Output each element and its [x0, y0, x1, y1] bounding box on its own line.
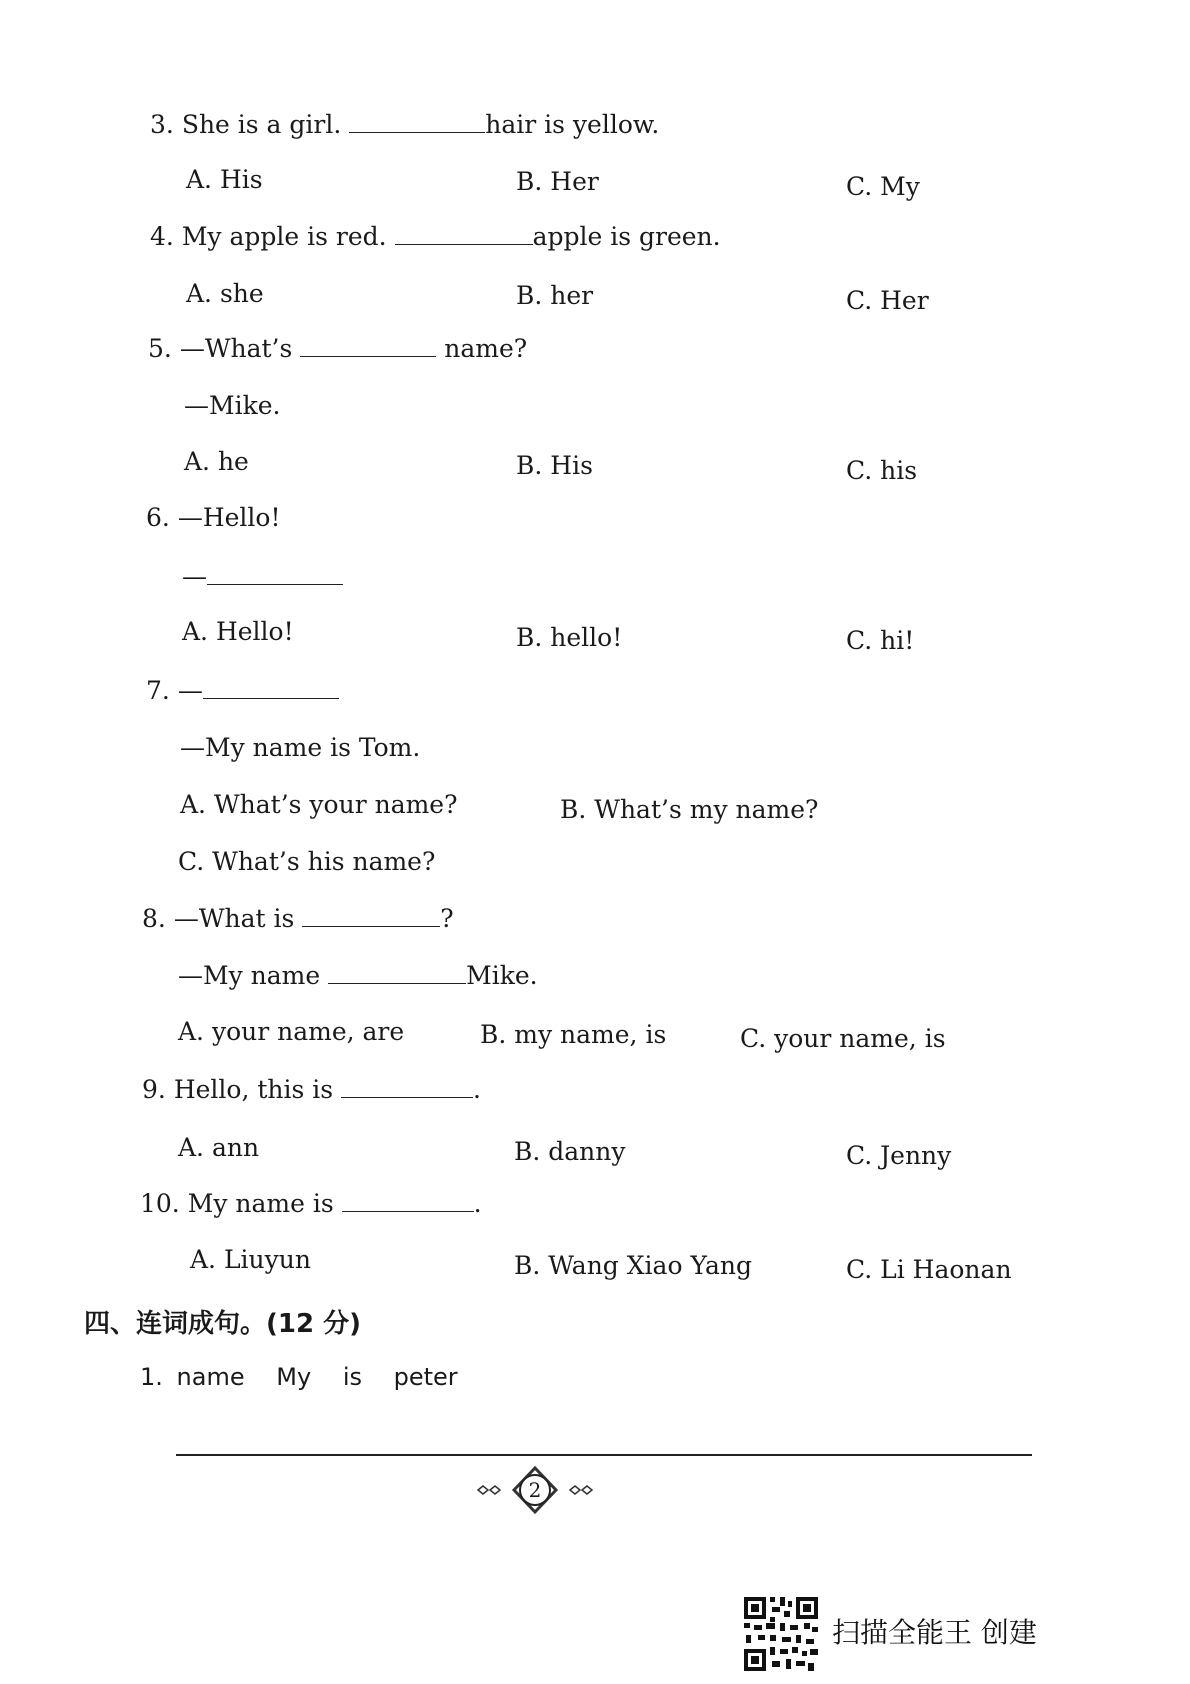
q5-option-a: A. he: [184, 447, 249, 476]
q4-stem: 4. My apple is red. apple is green.: [150, 222, 721, 251]
q9-option-b: B. danny: [514, 1137, 626, 1166]
q6-blank[interactable]: [207, 562, 343, 585]
page-number-badge: [470, 1466, 600, 1516]
q10-blank[interactable]: [342, 1189, 474, 1212]
q5-option-c: C. his: [846, 456, 918, 485]
q3-blank[interactable]: [349, 110, 485, 133]
q4-option-c: C. Her: [846, 286, 929, 315]
q8-option-c: C. your name, is: [740, 1024, 946, 1053]
q3-option-a: A. His: [186, 165, 263, 194]
q5-blank[interactable]: [300, 334, 436, 357]
q9-option-a: A. ann: [178, 1133, 260, 1162]
q6-option-b: B. hello!: [516, 623, 623, 652]
q4-option-a: A. she: [186, 279, 264, 308]
q10-stem: 10. My name is .: [140, 1189, 482, 1218]
q7-blank[interactable]: [203, 676, 339, 699]
q7-reply: —My name is Tom.: [180, 733, 421, 762]
q9-blank[interactable]: [341, 1075, 473, 1098]
q9-stem: 9. Hello, this is .: [142, 1075, 481, 1104]
footer-rule: [176, 1454, 1032, 1456]
q7-stem: 7. —: [146, 676, 339, 706]
section-4-title: 四、连词成句。(12 分): [84, 1309, 361, 1339]
scanner-watermark: [742, 1595, 1037, 1675]
q4-blank[interactable]: [395, 222, 533, 245]
q10-option-a: A. Liuyun: [190, 1245, 311, 1274]
q8-blank-1[interactable]: [302, 904, 440, 927]
q5-reply: —Mike.: [184, 391, 281, 420]
q10-option-b: B. Wang Xiao Yang: [514, 1251, 753, 1280]
q3-option-b: B. Her: [516, 167, 599, 196]
q6-option-a: A. Hello!: [182, 617, 294, 646]
q5-stem: 5. —What’s name?: [148, 334, 528, 363]
q8-option-a: A. your name, are: [178, 1017, 405, 1046]
q9-option-c: C. Jenny: [846, 1141, 952, 1170]
q6-stem: 6. —Hello!: [146, 503, 281, 532]
q4-option-b: B. her: [516, 281, 594, 310]
q5-option-b: B. His: [516, 451, 593, 480]
qr-code-icon: [742, 1595, 820, 1673]
q7-option-c: C. What’s his name?: [178, 847, 436, 876]
q10-option-c: C. Li Haonan: [846, 1255, 1012, 1284]
q7-option-a: A. What’s your name?: [180, 790, 458, 819]
q8-stem: 8. —What is ?: [142, 904, 454, 933]
q8-option-b: B. my name, is: [480, 1020, 667, 1049]
scanner-watermark-text: 扫描全能王 创建: [832, 1616, 1037, 1649]
q6-reply: —: [182, 562, 343, 592]
q7-option-b: B. What’s my name?: [560, 795, 819, 824]
q6-option-c: C. hi!: [846, 626, 915, 655]
q8-reply: —My name Mike.: [178, 961, 538, 990]
section-4-item-1: 1. name My is peter: [140, 1363, 458, 1391]
q3-stem: 3. She is a girl. hair is yellow.: [150, 110, 660, 139]
q3-option-c: C. My: [846, 172, 920, 201]
page-number: 2: [528, 1478, 542, 1502]
q8-blank-2[interactable]: [328, 961, 466, 984]
